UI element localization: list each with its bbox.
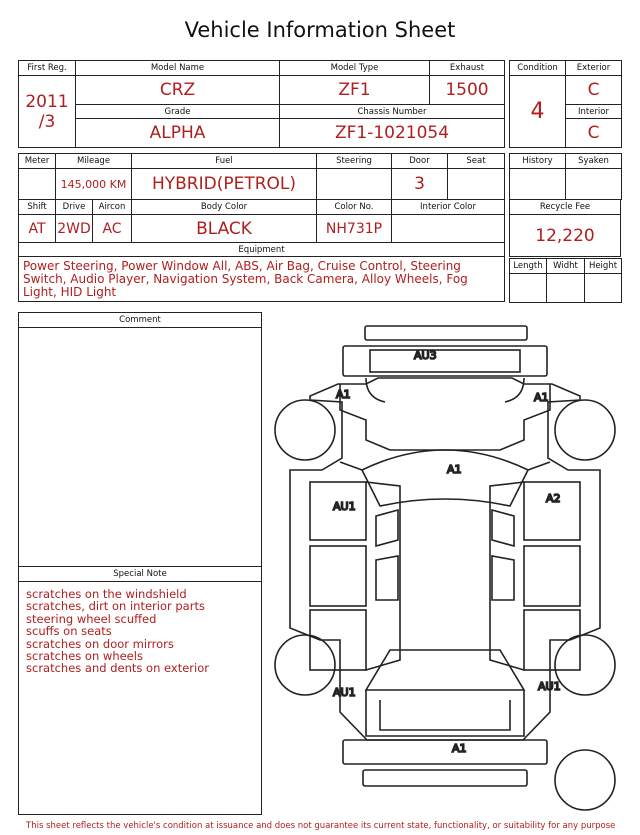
steering-label: Steering xyxy=(317,154,392,169)
right-front-fender-mark: A2 xyxy=(546,492,561,505)
trunk-inner-part xyxy=(380,700,510,730)
front-bumper-inner-part xyxy=(370,350,520,372)
special-note-item: scratches on the windshield xyxy=(26,587,187,601)
rear-left-wheel xyxy=(275,635,335,695)
model-name-label: Model Name xyxy=(76,61,280,76)
exhaust-value: 1500 xyxy=(430,76,505,105)
comment-label: Comment xyxy=(19,313,261,328)
equipment-label: Equipment xyxy=(19,243,505,257)
rear-bumper-part xyxy=(343,740,547,764)
model-name-value: CRZ xyxy=(76,76,280,105)
right-window-part xyxy=(492,510,514,546)
page-title: Vehicle Information Sheet xyxy=(184,18,456,42)
seat-label: Seat xyxy=(448,154,505,169)
front-grille-part xyxy=(365,326,527,340)
aircon-value: AC xyxy=(93,215,132,243)
front-left-wheel xyxy=(275,400,335,460)
mileage-value: 145,000 KM xyxy=(56,169,132,200)
rear-window-part xyxy=(366,650,524,690)
mileage-label: Mileage xyxy=(56,154,132,169)
model-type-value: ZF1 xyxy=(280,76,430,105)
interior-color-label: Interior Color xyxy=(392,200,505,215)
exhaust-label: Exhaust xyxy=(430,61,505,76)
drive-label: Drive xyxy=(56,200,93,215)
right-front-fender-part xyxy=(524,482,580,540)
recycle-fee-label: Recycle Fee xyxy=(510,200,621,215)
first-reg-label: First Reg. xyxy=(19,61,76,76)
width-label: Widht xyxy=(547,259,585,274)
grade-label: Grade xyxy=(76,105,280,119)
front-right-fender-arc xyxy=(505,378,524,402)
length-label: Length xyxy=(510,259,547,274)
history-label: History xyxy=(510,154,566,169)
front-left-pillar xyxy=(340,462,362,470)
color-no-label: Color No. xyxy=(317,200,392,215)
front-right-corner-mark: A1 xyxy=(534,391,549,404)
special-note-item: scratches on wheels xyxy=(26,649,143,664)
right-rear-quarter-mark: AU1 xyxy=(538,680,561,693)
condition-value: 4 xyxy=(510,76,566,148)
left-door-part xyxy=(310,546,366,606)
interior-value: C xyxy=(566,119,622,148)
left-front-fender-mark: AU1 xyxy=(333,500,356,513)
special-note-item: scratches on door mirrors xyxy=(26,636,174,651)
left-rear-quarter-mark: AU1 xyxy=(333,686,356,699)
windshield-part xyxy=(362,450,528,506)
rear-bumper-lower-part xyxy=(363,770,527,786)
chassis-number-value: ZF1-1021054 xyxy=(280,119,505,148)
footer-disclaimer: This sheet reflects the vehicle's condition at issuance and does not guarantee its current state, functionality, or suitability for any purpose xyxy=(26,821,616,831)
trunk-part xyxy=(366,690,524,736)
exterior-value: C xyxy=(566,76,622,105)
body-color-label: Body Color xyxy=(132,200,317,215)
shift-label: Shift xyxy=(19,200,56,215)
height-label: Height xyxy=(585,259,622,274)
grade-value: ALPHA xyxy=(76,119,280,148)
first-reg-year: 2011 xyxy=(25,91,69,112)
rear-right-wheel xyxy=(555,635,615,695)
condition-label: Condition xyxy=(510,61,566,76)
body-color-value: BLACK xyxy=(132,215,317,243)
special-note-item: steering wheel scuffed xyxy=(26,611,157,626)
fuel-value: HYBRID(PETROL) xyxy=(132,169,317,200)
special-note-item: scuffs on seats xyxy=(26,624,112,639)
front-left-fender-arc xyxy=(366,378,385,402)
model-type-label: Model Type xyxy=(280,61,430,76)
left-rear-window-part xyxy=(376,556,398,600)
shift-value: AT xyxy=(19,215,56,243)
right-rear-window-part xyxy=(492,556,514,600)
meter-label: Meter xyxy=(19,154,56,169)
drive-value: 2WD xyxy=(56,215,93,243)
recycle-fee-value: 12,220 xyxy=(510,215,621,257)
chassis-number-label: Chassis Number xyxy=(280,105,505,119)
front-bumper-mark: AU3 xyxy=(414,349,437,362)
special-note-label: Special Note xyxy=(19,567,261,582)
equipment-value: Power Steering, Power Window All, ABS, Air Bag, Cruise Control, Steering Switch, Audio Player, Navigation System, Back Camera, Alloy Wheels, Fog Light, HID Light xyxy=(19,257,505,302)
right-door-part xyxy=(524,546,580,606)
interior-label: Interior xyxy=(566,105,622,119)
front-left-corner-mark: A1 xyxy=(336,388,351,401)
door-value: 3 xyxy=(392,169,448,200)
special-note-item: scratches, dirt on interior parts xyxy=(26,599,205,614)
syaken-label: Syaken xyxy=(566,154,622,169)
door-label: Door xyxy=(392,154,448,169)
front-right-wheel xyxy=(555,400,615,460)
color-no-value: NH731P xyxy=(317,215,392,243)
aircon-label: Aircon xyxy=(93,200,132,215)
left-window-part xyxy=(376,510,398,546)
special-note-item: scratches and dents on exterior xyxy=(26,661,209,676)
hood-mark: A1 xyxy=(447,463,462,476)
fuel-label: Fuel xyxy=(132,154,317,169)
rear-bumper-mark: A1 xyxy=(452,742,467,755)
front-right-pillar xyxy=(528,462,550,470)
spare-tire xyxy=(555,750,615,810)
first-reg-month: /3 xyxy=(38,111,56,132)
exterior-label: Exterior xyxy=(566,61,622,76)
